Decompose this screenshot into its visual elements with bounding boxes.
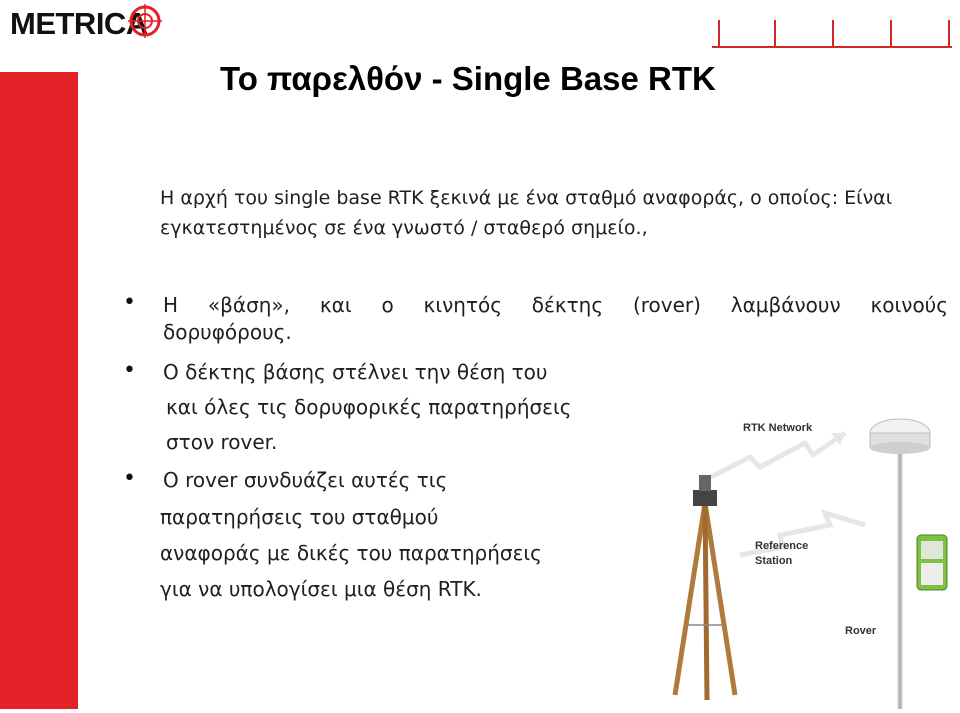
bullet-3-line-3: αναφοράς με δικές του παρατηρήσεις bbox=[160, 541, 542, 565]
label-rover: Rover bbox=[845, 625, 877, 637]
slide-title: Το παρελθόν - Single Base RTK bbox=[220, 60, 716, 97]
bullet-dot: • bbox=[123, 466, 136, 491]
bullet-1-line-1: Η «βάση», και ο κινητός δέκτης (rover) λαμβάνουν κοινούς bbox=[163, 293, 948, 317]
bullet-3-line-4: για να υπολογίσει μια θέση RTK. bbox=[160, 577, 482, 601]
intro-paragraph: Η αρχή του single base RTK ξεκινά με ένα σταθμό αναφοράς, ο οποίος: Είναι εγκατεστημένος σε ένα γνωστό / σταθερό σημείο., bbox=[160, 187, 893, 239]
target-icon bbox=[128, 4, 162, 38]
label-rtk-network: RTK Network bbox=[743, 422, 813, 434]
label-reference: Reference bbox=[755, 540, 809, 552]
label-station: Station bbox=[755, 555, 793, 567]
bullet-3-line-1: Ο rover συνδυάζει αυτές τις bbox=[163, 468, 448, 492]
bullet-2-line-1: Ο δέκτης βάσης στέλνει την θέση του bbox=[163, 360, 548, 384]
logo-text: METRICA bbox=[10, 6, 148, 41]
bullet-1-line-2: δορυφόρους. bbox=[163, 320, 292, 344]
metrica-logo bbox=[10, 4, 160, 44]
bullet-dot: • bbox=[123, 358, 136, 383]
rtk-illustration bbox=[655, 395, 955, 709]
red-side-bar bbox=[0, 72, 78, 709]
decorative-ticks bbox=[712, 20, 952, 48]
bullet-2-line-2: και όλες τις δορυφορικές παρατηρήσεις bbox=[166, 395, 572, 419]
rtk-diagram bbox=[655, 395, 955, 709]
bullet-dot: • bbox=[123, 290, 136, 315]
bullet-2-line-3: στον rover. bbox=[166, 430, 278, 454]
bullet-3-line-2: παρατηρήσεις του σταθμού bbox=[160, 505, 439, 529]
